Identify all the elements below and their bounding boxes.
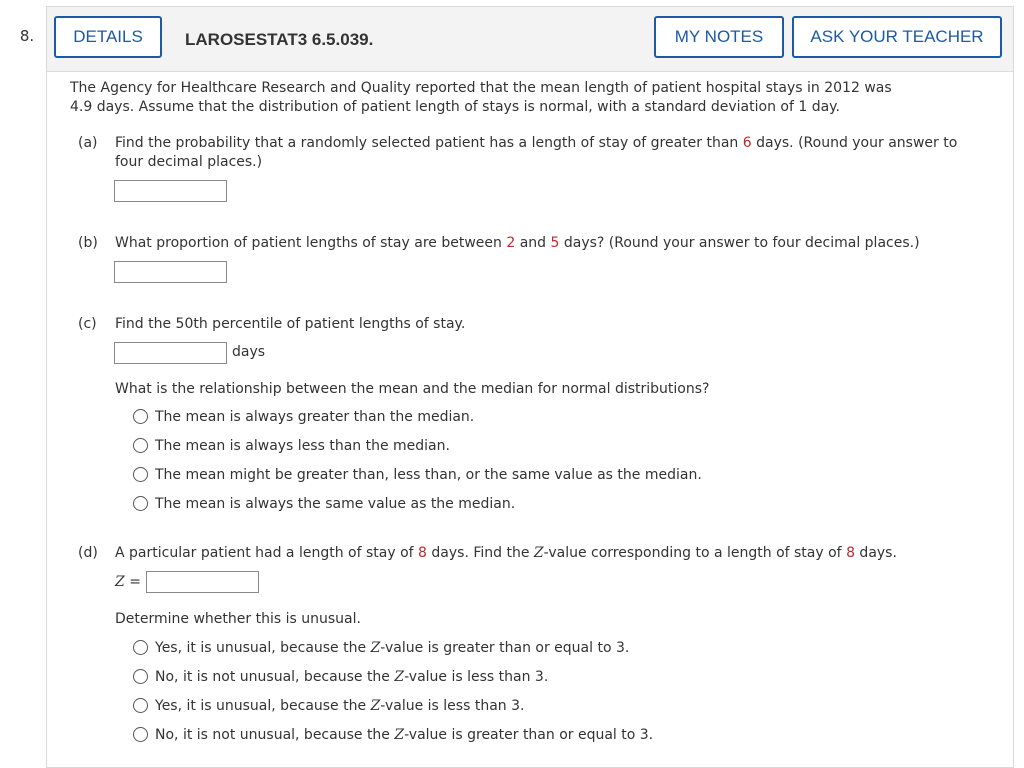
part-d-option-3-pre: Yes, it is unusual, because the	[155, 698, 371, 714]
ask-teacher-button[interactable]: ASK YOUR TEACHER	[792, 16, 1002, 58]
part-d-option-1-radio[interactable]	[133, 640, 148, 655]
question-number: 8.	[19, 27, 35, 45]
part-a-text-after: days. (Round your answer to	[751, 135, 958, 151]
part-d-option-4-post: -value is greater than or equal to 3.	[404, 727, 654, 743]
part-c-label: (c)	[78, 316, 97, 332]
part-d-text-3: -value corresponding to a length of stay of	[543, 545, 847, 561]
part-c-option-3-radio[interactable]	[133, 467, 148, 482]
part-d-text-4: days.	[854, 545, 897, 561]
part-b-question	[115, 233, 920, 253]
part-d-unusual-question: Determine whether this is unusual.	[115, 611, 361, 627]
intro-line-2: 4.9 days. Assume that the distribution of patient length of stays is normal, with a standard deviation of 1 day.	[70, 99, 840, 115]
part-d-value-1: 8	[418, 545, 427, 561]
z-label	[115, 572, 141, 592]
part-d-value-2: 8	[846, 545, 855, 561]
intro-line-1: The Agency for Healthcare Research and Quality reported that the mean length of patient hospital stays in 2012 was	[70, 80, 892, 96]
part-d-text-1: A particular patient had a length of stay of	[115, 545, 419, 561]
part-c-option-4-label[interactable]: The mean is always the same value as the median.	[155, 496, 516, 512]
part-b-text-1: What proportion of patient lengths of stay are between	[115, 235, 507, 251]
part-d-option-2-z: Z	[394, 669, 405, 685]
part-d-option-3-radio[interactable]	[133, 698, 148, 713]
part-a-answer-input[interactable]	[114, 180, 227, 202]
part-c-option-1-radio[interactable]	[133, 409, 148, 424]
part-d-z-input[interactable]	[146, 571, 259, 593]
part-c-option-1-label[interactable]: The mean is always greater than the median.	[155, 409, 475, 425]
part-a-text-before: Find the probability that a randomly selected patient has a length of stay of greater than	[115, 135, 743, 151]
part-a-question-line2: four decimal places.)	[115, 154, 263, 170]
z-label-equals: =	[129, 574, 141, 590]
part-c-option-2-radio[interactable]	[133, 438, 148, 453]
part-c-unit: days	[232, 344, 266, 360]
part-a-question	[115, 133, 957, 153]
part-d-option-4-radio[interactable]	[133, 727, 148, 742]
part-c-option-3-label[interactable]: The mean might be greater than, less than, or the same value as the median.	[155, 467, 702, 483]
part-d-option-4-pre: No, it is not unusual, because the	[155, 727, 395, 743]
part-c-option-2-label[interactable]: The mean is always less than the median.	[155, 438, 450, 454]
part-b-text-2: and	[515, 235, 551, 251]
part-d-question	[115, 543, 897, 563]
part-d-option-3-post: -value is less than 3.	[380, 698, 525, 714]
part-c-relationship-question: What is the relationship between the mean and the median for normal distributions?	[115, 381, 710, 397]
part-b-answer-input[interactable]	[114, 261, 227, 283]
part-b-value-2: 5	[550, 235, 560, 251]
part-a-label: (a)	[78, 135, 98, 151]
part-c-option-4-radio[interactable]	[133, 496, 148, 511]
part-d-text-2: days. Find the	[426, 545, 534, 561]
part-d-option-1-post: -value is greater than or equal to 3.	[380, 640, 630, 656]
question-header	[47, 7, 1013, 72]
part-b-text-3: days? (Round your answer to four decimal places.)	[559, 235, 920, 251]
part-d-option-1-pre: Yes, it is unusual, because the	[155, 640, 371, 656]
part-d-option-3-label[interactable]	[155, 696, 524, 716]
z-label-variable: Z	[115, 574, 125, 590]
part-d-label: (d)	[78, 545, 98, 561]
details-button[interactable]: DETAILS	[54, 16, 162, 58]
part-d-option-2-radio[interactable]	[133, 669, 148, 684]
part-a-value: 6	[742, 135, 752, 151]
part-d-option-1-label[interactable]	[155, 638, 629, 658]
part-b-label: (b)	[78, 235, 98, 251]
part-b-value-1: 2	[506, 235, 516, 251]
part-c-question: Find the 50th percentile of patient lengths of stay.	[115, 316, 466, 332]
part-d-option-2-post: -value is less than 3.	[404, 669, 549, 685]
my-notes-button[interactable]: MY NOTES	[654, 16, 784, 58]
part-d-option-4-label[interactable]	[155, 725, 653, 745]
part-d-option-1-z: Z	[370, 640, 381, 656]
part-d-option-4-z: Z	[394, 727, 405, 743]
part-d-z-variable: Z	[533, 545, 544, 561]
part-c-answer-input[interactable]	[114, 342, 227, 364]
question-code: LAROSESTAT3 6.5.039.	[185, 30, 374, 49]
part-d-option-2-label[interactable]	[155, 667, 548, 687]
part-d-option-2-pre: No, it is not unusual, because the	[155, 669, 395, 685]
part-d-option-3-z: Z	[370, 698, 381, 714]
